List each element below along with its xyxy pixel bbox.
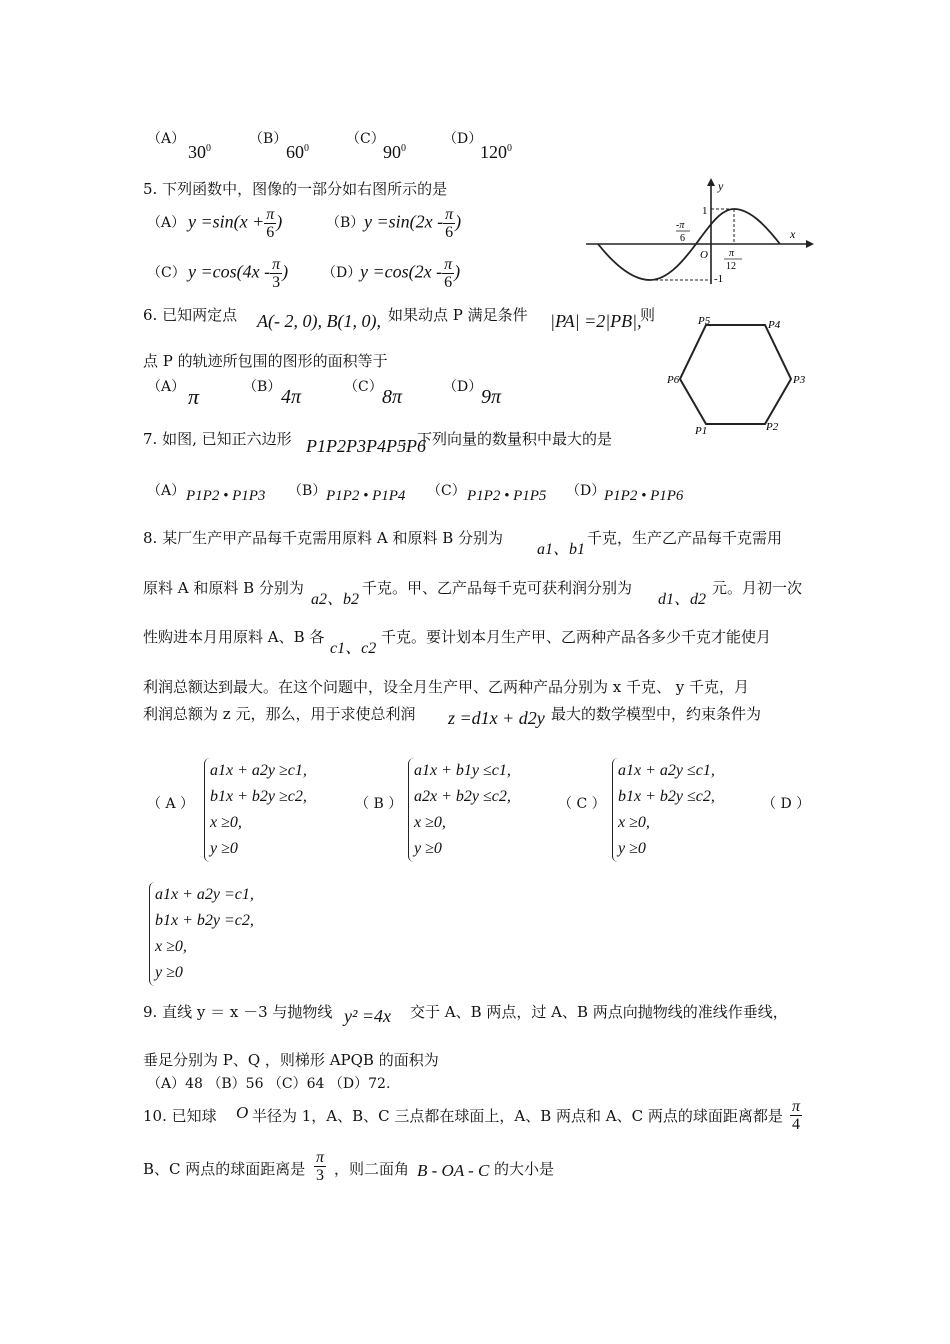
- q5-option-c-label: （C）: [147, 265, 186, 281]
- q6-points: A(- 2, 0), B(1, 0),: [257, 311, 381, 331]
- q5-option-c-formula: y =cos(4x - $\frac{\pi}{3}$ ): [188, 256, 289, 291]
- q9-parabola: y² =4x: [344, 1006, 392, 1026]
- q8-objective: z =d1x + d2y: [448, 708, 545, 728]
- q8-d1d2: d1、d2: [658, 591, 707, 608]
- q8-c-row-1: a1x + a2y ≤c1,: [618, 762, 715, 779]
- q8-line4: 利润总额达到最大。在这个问题中，设全月生产甲、乙两种产品分别为 x 千克、 y 千克，月: [143, 678, 750, 696]
- q8-line1-end: 千克，生产乙产品每千克需用: [587, 529, 783, 547]
- q8-line1-start: 8. 某厂生产甲产品每千克需用原料 A 和原料 B 分别为: [143, 529, 504, 547]
- q8-line2-mid: 千克。甲、乙产品每千克可获利润分别为: [362, 579, 633, 597]
- hex-label-p6: P6: [667, 374, 680, 386]
- q8-option-a-label: （ A ）: [147, 796, 195, 812]
- q8-a1b1: a1、b1: [537, 541, 586, 558]
- q6-stem-mid: 如果动点 P 满足条件: [388, 306, 528, 324]
- q8-c1c2: c1、c2: [330, 640, 377, 657]
- q6-option-d-value: 9π: [481, 386, 502, 408]
- q8-a-row-3: x ≥0,: [210, 814, 242, 831]
- q10-line1-start: 10. 已知球: [143, 1107, 217, 1125]
- q6-option-b-label: （B）: [243, 379, 282, 395]
- q10-line2-start: B、C 两点的球面距离是: [143, 1160, 306, 1178]
- q4-option-c-value: $90^0$: [383, 142, 406, 162]
- q4-option-b-label: （B）: [249, 131, 288, 147]
- q10-line1-end: 半径为 1，A、B、C 三点都在球面上，A、B 两点和 A、C 两点的球面距离都是: [252, 1107, 783, 1125]
- q8-option-c-label: （ C ）: [558, 796, 606, 812]
- q6-option-d-label: （D）: [443, 379, 483, 395]
- q5-option-d-label: （D）: [322, 265, 362, 281]
- q8-b-row-4: y ≥0: [414, 840, 442, 857]
- q8-c-row-2: b1x + b2y ≤c2,: [618, 788, 715, 805]
- q8-b-row-1: a1x + b1y ≤c1,: [414, 762, 511, 779]
- q8-a-row-1: a1x + a2y ≥c1,: [210, 762, 307, 779]
- q8-a2b2: a2、b2: [311, 591, 360, 608]
- q8-d-row-1: a1x + a2y =c1,: [155, 886, 254, 903]
- q7-option-a-value: P1P2 • P1P3: [186, 488, 266, 504]
- q8-option-b-label: （ B ）: [355, 796, 403, 812]
- q4-option-c-label: （C）: [346, 131, 385, 147]
- q6-option-c-label: （C）: [344, 379, 383, 395]
- q9-line1-start: 9. 直线 y ＝ x －3 与抛物线: [143, 1003, 333, 1021]
- q7-option-c-label: （C）: [427, 483, 466, 499]
- q8-option-b-system: [408, 758, 511, 862]
- q8-c-row-3: x ≥0,: [618, 814, 650, 831]
- hex-label-p3: P3: [793, 374, 806, 386]
- q8-b-row-3: x ≥0,: [414, 814, 446, 831]
- q6-option-a-label: （A）: [147, 379, 186, 395]
- q8-d-row-4: y ≥0: [155, 964, 183, 981]
- q4-option-d-label: （D）: [443, 131, 483, 147]
- hex-label-p4: P4: [768, 319, 781, 331]
- q5-option-d-formula: y =cos(2x - $\frac{\pi}{6}$ ): [360, 256, 461, 291]
- graph-one-label: 1: [702, 205, 708, 217]
- hex-label-p5: P5: [698, 315, 711, 327]
- q8-option-d-system: [149, 882, 254, 986]
- q6-line2: 点 P 的轨迹所包围的图形的面积等于: [143, 352, 388, 370]
- hex-label-p2: P2: [766, 421, 779, 433]
- graph-origin-label: O: [700, 249, 708, 261]
- y-axis-arrow: [707, 178, 715, 186]
- q7-stem-start: 7. 如图, 已知正六边形: [143, 430, 292, 448]
- q8-a-row-2: b1x + b2y ≥c2,: [210, 788, 307, 805]
- hex-label-p1: P1: [695, 425, 708, 437]
- q9-options: （A）48 （B）56 （C）64 （D）72.: [147, 1076, 391, 1092]
- q5-stem: 5. 下列函数中，图像的一部分如右图所示的是: [143, 180, 448, 198]
- graph-neg-six-label: 6: [680, 233, 685, 244]
- q7-option-b-label: （B）: [288, 483, 327, 499]
- q8-line3-end: 千克。要计划本月生产甲、乙两种产品各多少千克才能使月: [381, 628, 772, 646]
- x-axis-arrow: [806, 240, 814, 248]
- q8-d-row-2: b1x + b2y =c2,: [155, 912, 254, 929]
- q7-option-b-value: P1P2 • P1P4: [326, 488, 406, 504]
- q9-line2: 垂足分别为 P、Q ，则梯形 APQB 的面积为: [143, 1051, 439, 1069]
- q8-option-d-label: （ D ）: [762, 796, 811, 812]
- graph-neg-one-label: -1: [714, 273, 724, 285]
- q6-option-c-value: 8π: [382, 386, 403, 408]
- q4-option-d-value: $120^0$: [480, 142, 512, 162]
- q9-line1-end: 交于 A、B 两点，过 A、B 两点向抛物线的准线作垂线，: [410, 1003, 788, 1021]
- graph-neg-pi-label: -π: [676, 220, 685, 231]
- q6-option-a-value: π: [188, 384, 200, 409]
- graph-twelve-label: 12: [726, 261, 736, 272]
- q10-line2-end: 的大小是: [494, 1160, 555, 1178]
- q8-line3-start: 性购进本月用原料 A、B 各: [143, 628, 325, 646]
- q5-sine-graph: [584, 176, 814, 288]
- q4-option-a-label: （A）: [147, 131, 186, 147]
- graph-pi-label: π: [729, 248, 735, 259]
- q7-option-d-value: P1P2 • P1P6: [604, 488, 684, 504]
- q5-option-b-formula: y =sin(2x - $\frac{\pi}{6}$ ): [364, 206, 462, 241]
- q6-option-b-value: 4π: [281, 386, 302, 408]
- q7-hexagon-name: P1P2P3P4P5P6: [306, 436, 426, 456]
- q6-stem-start: 6. 已知两定点: [143, 306, 238, 324]
- q6-stem-end: 则: [640, 306, 656, 324]
- q10-pi-over-4: $\frac{\pi}{4}$: [792, 1098, 801, 1133]
- q10-line2-mid: ，则二面角: [334, 1160, 410, 1178]
- q8-option-a-system: [204, 758, 307, 862]
- graph-y-label: y: [718, 179, 724, 193]
- q8-line5-end: 最大的数学模型中，约束条件为: [551, 705, 762, 723]
- q8-option-c-system: [612, 758, 715, 862]
- q8-line2-end: 元。月初一次: [712, 579, 803, 597]
- q7-option-d-label: （D）: [566, 483, 606, 499]
- q7-stem-end: ，下列向量的数量积中最大的是: [402, 430, 613, 448]
- q4-option-b-value: $60^0$: [286, 142, 309, 162]
- q8-line2-start: 原料 A 和原料 B 分别为: [143, 579, 304, 597]
- q10-dihedral-angle: B - OA - C: [417, 1161, 490, 1180]
- q5-option-b-label: （B）: [326, 215, 365, 231]
- hexagon-shape: [680, 325, 791, 424]
- q7-option-a-label: （A）: [147, 483, 186, 499]
- q8-b-row-2: a2x + b2y ≤c2,: [414, 788, 511, 805]
- q7-option-c-value: P1P2 • P1P5: [467, 488, 547, 504]
- graph-x-label: x: [790, 227, 796, 241]
- q8-d-row-3: x ≥0,: [155, 938, 187, 955]
- q4-option-a-value: $30^0$: [188, 142, 211, 162]
- q8-c-row-4: y ≥0: [618, 840, 646, 857]
- q8-a-row-4: y ≥0: [210, 840, 238, 857]
- q10-center-o: O: [236, 1103, 249, 1122]
- q6-condition: |PA| =2|PB|,: [550, 311, 642, 331]
- q10-pi-over-3: $\frac{\pi}{3}$: [316, 1149, 325, 1184]
- q8-line5-start: 利润总额为 z 元，那么，用于求使总利润: [143, 705, 416, 723]
- q5-option-a-label: （A）: [147, 215, 186, 231]
- hexagon-figure: [665, 312, 810, 437]
- q5-option-a-formula: y =sin(x + $\frac{\pi}{6}$ ): [188, 206, 283, 241]
